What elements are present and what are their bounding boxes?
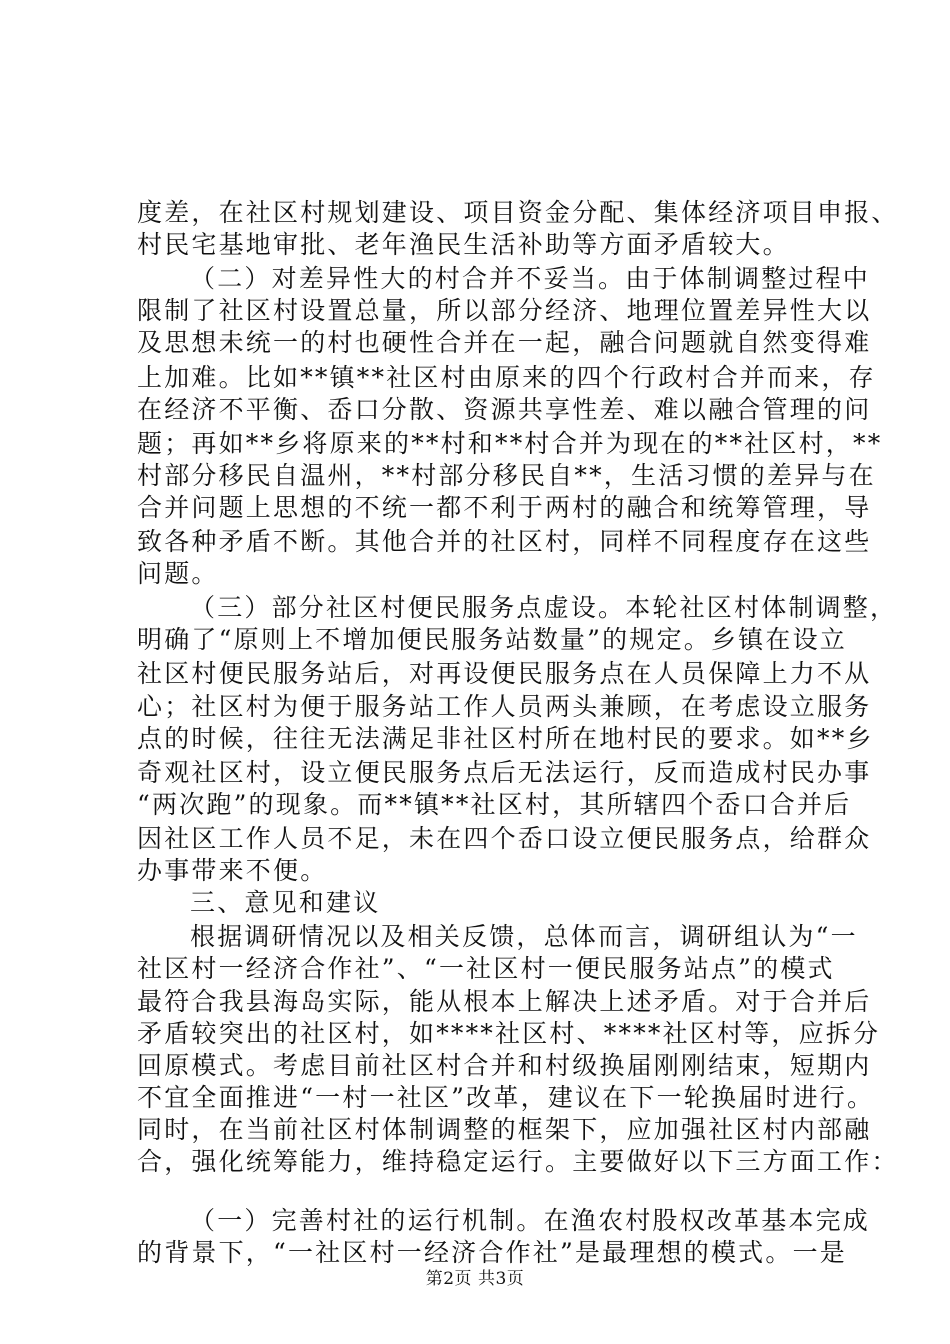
text-line: 办事带来不便。 [137, 856, 328, 885]
text-line: 心；社区村为便于服务站工作人员两头兼顾，在考虑设立服务 [137, 692, 872, 721]
text-line: 最符合我县海岛实际，能从根本上解决上述矛盾。对于合并后 [137, 987, 872, 1016]
text-line: 的背景下，“一社区村一经济合作社”是最理想的模式。一是 [137, 1238, 847, 1267]
text-line: 合，强化统筹能力，维持稳定运行。主要做好以下三方面工作： [137, 1147, 899, 1176]
text-line: 限制了社区村设置总量，所以部分经济、地理位置差异性大以 [137, 296, 872, 325]
text-line: 问题。 [137, 559, 219, 588]
text-line: 在经济不平衡、岙口分散、资源共享性差、难以融合管理的问 [137, 395, 872, 424]
text-line: 明确了“原则上不增加便民服务站数量”的规定。乡镇在设立 [137, 625, 847, 654]
text-line: （一）完善村社的运行机制。在渔农村股权改革基本完成 [190, 1206, 871, 1235]
text-line: 矛盾较突出的社区村，如****社区村、****社区村等，应拆分 [137, 1019, 881, 1048]
text-line: 同时，在当前社区村体制调整的框架下，应加强社区村内部融 [137, 1115, 872, 1144]
text-line: 奇观社区村，设立便民服务点后无法运行，反而造成村民办事 [137, 758, 872, 787]
text-line: 及思想未统一的村也硬性合并在一起，融合问题就自然变得难 [137, 328, 872, 357]
text-line: 根据调研情况以及相关反馈，总体而言，调研组认为“一 [190, 922, 858, 951]
text-line: “两次跑”的现象。而**镇**社区村，其所辖四个岙口合并后 [137, 790, 852, 819]
text-line: 致各种矛盾不断。其他合并的社区村，同样不同程度存在这些 [137, 527, 872, 556]
text-line: 社区村一经济合作社”、“一社区村一便民服务站点”的模式 [137, 954, 835, 983]
text-line: 点的时候，往往无法满足非社区村所在地村民的要求。如**乡 [137, 724, 874, 753]
text-line: 回原模式。考虑目前社区村合并和村级换届刚刚结束，短期内 [137, 1051, 872, 1080]
text-line: 因社区工作人员不足，未在四个岙口设立便民服务点，给群众 [137, 824, 872, 853]
text-line: 不宜全面推进“一村一社区”改革，建议在下一轮换届时进行。 [137, 1083, 875, 1112]
section-heading: 三、意见和建议 [190, 888, 381, 917]
text-line: 度差，在社区村规划建设、项目资金分配、集体经济项目申报、 [137, 198, 899, 227]
text-line: 上加难。比如**镇**社区村由原来的四个行政村合并而来，存 [137, 363, 876, 392]
text-line: 合并问题上思想的不统一都不利于两村的融合和统筹管理，导 [137, 493, 872, 522]
text-line: 题；再如**乡将原来的**村和**村合并为现在的**社区村，** [137, 429, 883, 458]
text-line: （二）对差异性大的村合并不妥当。由于体制调整过程中 [190, 264, 871, 293]
text-line: 村部分移民自温州，**村部分移民自**，生活习惯的差异与在 [137, 461, 876, 490]
text-line: 村民宅基地审批、老年渔民生活补助等方面矛盾较大。 [137, 230, 790, 259]
text-line: 社区村便民服务站后，对再设便民服务点在人员保障上力不从 [137, 659, 872, 688]
page-footer: 第2页 共3页 [425, 1269, 525, 1289]
text-line: （三）部分社区村便民服务点虚设。本轮社区村体制调整， [190, 593, 898, 622]
